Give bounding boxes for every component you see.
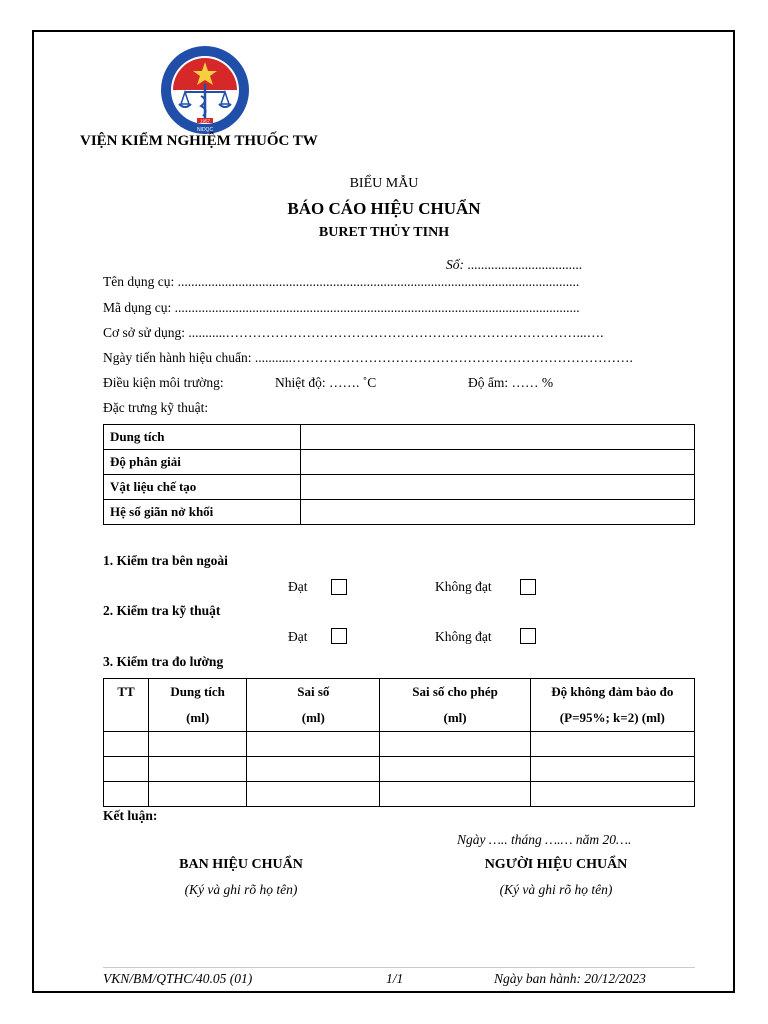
right-signature-note: (Ký và ghi rõ họ tên) [499, 882, 613, 897]
column-header: Sai số cho phép (ml) [380, 679, 530, 732]
institute-logo [159, 44, 251, 136]
spec-label: Đặc trưng kỹ thuật: [103, 400, 209, 415]
external-fail-checkbox[interactable] [520, 579, 536, 595]
table-cell[interactable] [149, 782, 247, 807]
table-row [104, 425, 695, 450]
column-header: Độ không đảm bảo đo (P=95%; k=2) (ml) [530, 679, 694, 732]
table-cell[interactable] [530, 782, 694, 807]
date-line[interactable]: Ngày ….. tháng ….… năm 20…. [457, 832, 632, 847]
footer-divider [103, 967, 695, 968]
spec-value-cell[interactable] [301, 475, 695, 500]
temperature-field[interactable]: Nhiệt độ: ……. ˚C [275, 375, 377, 390]
table-cell[interactable] [104, 757, 149, 782]
table-cell[interactable] [530, 732, 694, 757]
technical-fail-label: Không đạt [435, 629, 492, 644]
table-row [104, 732, 695, 757]
footer-issued: Ngày ban hành: 20/12/2023 [494, 971, 646, 986]
spec-table [103, 424, 695, 525]
section-metrology-check: 3. Kiểm tra đo lường [103, 654, 224, 669]
table-row [104, 757, 695, 782]
spec-key: Hệ số giãn nở khối [104, 500, 301, 525]
table-cell[interactable] [380, 757, 530, 782]
spec-key: Dung tích [104, 425, 301, 450]
table-row [104, 500, 695, 525]
left-signature-note: (Ký và ghi rõ họ tên) [184, 882, 298, 897]
technical-pass-label: Đạt [288, 629, 308, 644]
spec-key: Vật liệu chế tạo [104, 475, 301, 500]
report-number [446, 257, 582, 273]
footer-code: VKN/BM/QTHC/40.05 (01) [103, 971, 253, 986]
column-header: TT [104, 679, 149, 732]
technical-pass-checkbox[interactable] [331, 628, 347, 644]
calibration-date-field[interactable]: Ngày tiến hành hiệu chuẩn: ...........…………………………………………………………………. [103, 350, 633, 365]
table-row [104, 475, 695, 500]
spec-value-cell[interactable] [301, 450, 695, 475]
table-cell[interactable] [149, 732, 247, 757]
table-row [104, 782, 695, 807]
table-cell[interactable] [530, 757, 694, 782]
section-technical-check: 2. Kiểm tra kỹ thuật [103, 603, 221, 618]
external-pass-label: Đạt [288, 579, 308, 594]
conclusion-label: Kết luận: [103, 808, 158, 823]
form-type: BIỂU MẪU [349, 176, 419, 191]
table-cell[interactable] [247, 732, 380, 757]
footer-page: 1/1 [386, 971, 404, 986]
organization-name: VIỆN KIỂM NGHIỆM THUỐC TW [80, 133, 318, 149]
table-cell[interactable] [380, 732, 530, 757]
table-row [104, 450, 695, 475]
technical-fail-checkbox[interactable] [520, 628, 536, 644]
table-cell[interactable] [104, 732, 149, 757]
humidity-field[interactable]: Độ ẩm: …… % [468, 375, 554, 390]
external-pass-checkbox[interactable] [331, 579, 347, 595]
spec-value-cell[interactable] [301, 425, 695, 450]
logo-abbr: NIDQC [196, 127, 214, 133]
form-title: BÁO CÁO HIỆU CHUẨN [287, 199, 481, 218]
facility-field[interactable]: Cơ sở sử dụng: ...........……………………………………………………………………...…. [103, 325, 604, 340]
external-fail-label: Không đạt [435, 579, 492, 594]
table-cell[interactable] [149, 757, 247, 782]
section-external-check: 1. Kiểm tra bên ngoài [103, 553, 228, 568]
column-header: Sai số (ml) [247, 679, 380, 732]
environment-label: Điều kiện môi trường: [103, 375, 224, 390]
logo-year: 1957 [199, 118, 211, 124]
right-signature-title: NGƯỜI HIỆU CHUẨN [484, 857, 628, 872]
report-number-field[interactable]: .................................. [464, 257, 583, 272]
instrument-name-field[interactable]: Tên dụng cụ: ....................................................................................................................... [103, 274, 580, 289]
spec-key: Độ phân giải [104, 450, 301, 475]
column-header: Dung tích (ml) [149, 679, 247, 732]
form-subtitle: BURET THỦY TINH [318, 225, 450, 240]
instrument-code-field[interactable]: Mã dụng cụ: ........................................................................................................................ [103, 300, 580, 315]
measurement-table [103, 678, 695, 807]
table-cell[interactable] [104, 782, 149, 807]
spec-value-cell[interactable] [301, 500, 695, 525]
table-cell[interactable] [380, 782, 530, 807]
table-cell[interactable] [247, 757, 380, 782]
left-signature-title: BAN HIỆU CHUẨN [179, 857, 303, 872]
table-cell[interactable] [247, 782, 380, 807]
table-header-row [104, 679, 695, 732]
report-number-label: Số: [446, 257, 464, 272]
